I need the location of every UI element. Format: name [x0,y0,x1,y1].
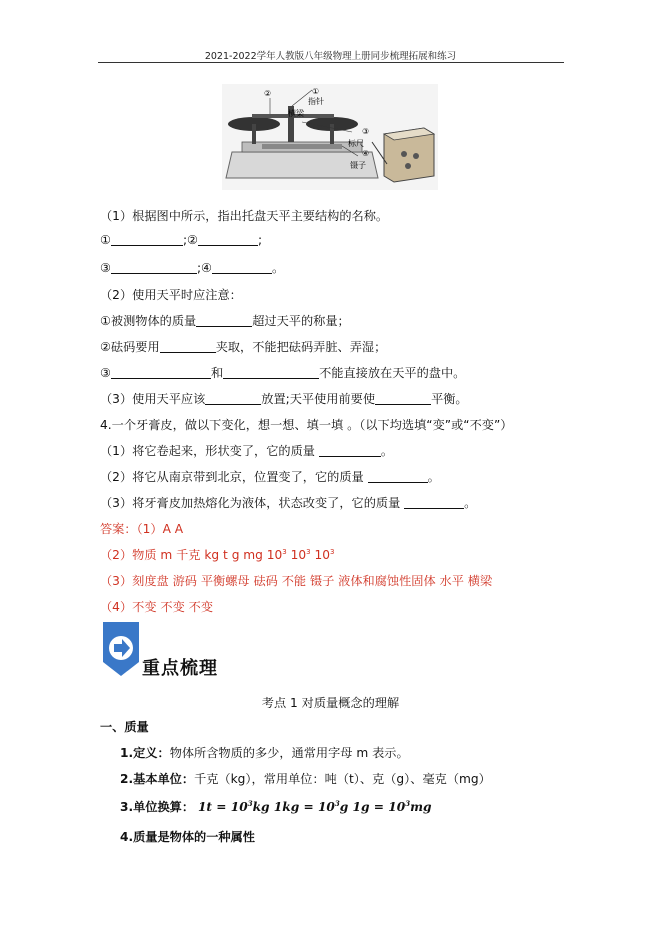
answer-2 [100,546,334,563]
note-2-text: ②砝码要用 [100,340,160,354]
page-header: 2021-2022学年人教版八年级物理上册同步梳理拓展和练习 [204,51,457,62]
def-2-text: 千克（kg），常用单位：吨（t）、克（g）、毫克（mg） [194,772,491,786]
answer-blank-11[interactable] [319,444,381,457]
answer-blank-13[interactable] [404,496,464,509]
blank-line-12 [100,233,262,247]
unit-conversion [198,800,432,814]
conv-mg: mg [410,800,432,814]
answer-blank-8[interactable] [223,366,319,379]
def-1-num: 1. [120,746,134,760]
label-scale: 标尺 [348,139,364,148]
conv-t: 1t = 10 [197,800,248,814]
def-4: 4.质量是物体的一种属性 [120,830,255,844]
question-3-tail: 平衡。 [431,392,468,406]
answer-2-text: （2）物质 m 千克 kg t g mg 10 [100,548,283,562]
note-2 [100,338,386,355]
arrow-badge-icon [99,622,143,676]
note-1-tail: 超过天平的称量； [252,314,350,328]
question-4-3-text: （3）将牙膏皮加热熔化为液体，状态改变了，它的质量 [100,496,405,510]
marker-1: ① [100,233,111,247]
marker-2: ;② [182,233,198,247]
label-3: ③ [362,127,370,136]
def-3-term: 单位换算： [133,800,195,814]
heading-mass: 一、质量 [100,720,149,734]
answer-4: （4）不变 不变 不变 [100,600,214,614]
question-3-mid: 放置;天平使用前要使 [261,392,376,406]
marker-4: ;④ [196,261,212,275]
exp: 3 [330,548,335,556]
note-3-tail: 不能直接放在天平的盘中。 [319,366,466,380]
answer-2-ten: 10 [286,548,307,562]
def-2-num: 2. [120,772,134,786]
answer-blank-5[interactable] [196,314,252,327]
label-2: ② [264,89,272,98]
punct-period: 。 [271,261,285,275]
answer-blank-3[interactable] [111,261,197,274]
kaodian-heading: 考点 1 对质量概念的理解 [261,696,400,710]
answer-blank-6[interactable] [160,340,216,353]
question-1: （1）根据图中所示，指出托盘天平主要结构的名称。 [100,209,389,223]
conv-g: g 1g = 10 [339,800,406,814]
exp: 3 [405,799,411,808]
blank-line-34 [100,259,284,276]
question-4-2-text: （2）将它从南京带到北京，位置变了，它的质量 [100,470,368,484]
def-2-term: 基本单位： [133,772,195,786]
answer-3: （3）刻度盘 游码 平衡螺母 砝码 不能 镊子 液体和腐蚀性固体 水平 横梁 [100,574,493,588]
def-2 [120,770,491,787]
punct-end: 。 [464,496,477,510]
note-3 [100,364,465,381]
note-1-text: ①被测物体的质量 [100,314,197,328]
exp: 3 [282,548,287,556]
answer-blank-7[interactable] [111,366,211,379]
punct-end: 。 [380,444,394,458]
question-3-text: （3）使用天平应该 [100,392,206,406]
label-4: ④ [362,149,370,158]
answer-blank-10[interactable] [375,392,431,405]
label-pointer: 指针 [308,97,324,106]
answer-1: 答案：（1）A A [100,522,184,536]
def-3 [120,798,432,815]
marker-3: ③ [100,261,111,275]
def-3-num: 3. [120,800,134,814]
question-4-2 [100,468,440,485]
exp: 3 [334,799,340,808]
header-divider [98,62,564,63]
punct-semicolon: ; [257,233,263,247]
answer-blank-9[interactable] [205,392,261,405]
exp: 3 [306,548,311,556]
label-tweezers: 镊子 [350,161,366,170]
note-2-tail: 夹取，不能把砝码弄脏、弄湿； [215,340,387,354]
question-2: （2）使用天平时应注意： [100,288,242,302]
answer-blank-4[interactable] [212,261,272,274]
punct-end: 。 [427,470,440,484]
answer-blank-1[interactable] [111,233,183,246]
note-3-marker: ③ [100,366,111,380]
conv-kg: kg 1kg = 10 [252,800,335,814]
note-1 [100,312,350,329]
answer-blank-12[interactable] [368,470,428,483]
def-1-term: 定义： [133,746,170,760]
question-3 [100,390,468,407]
question-4-1 [100,442,393,459]
exp: 3 [247,799,253,808]
question-4: 4.一个牙膏皮，做以下变化，想一想、填一填 。（以下均选填“变”或“不变”） [100,418,513,432]
section-title: 重点梳理 [142,658,218,679]
answer-2-ten: 10 [310,548,331,562]
def-1 [120,744,409,761]
question-4-3 [100,494,476,511]
label-beam: 横梁 [288,109,304,118]
question-4-1-text: （1）将它卷起来，形状变了，它的质量 [100,444,319,458]
balance-diagram [222,84,438,190]
def-1-text: 物体所含物质的多少，通常用字母 m 表示。 [169,746,409,760]
note-3-and: 和 [210,366,224,380]
answer-blank-2[interactable] [198,233,258,246]
label-1: ① [312,87,320,96]
